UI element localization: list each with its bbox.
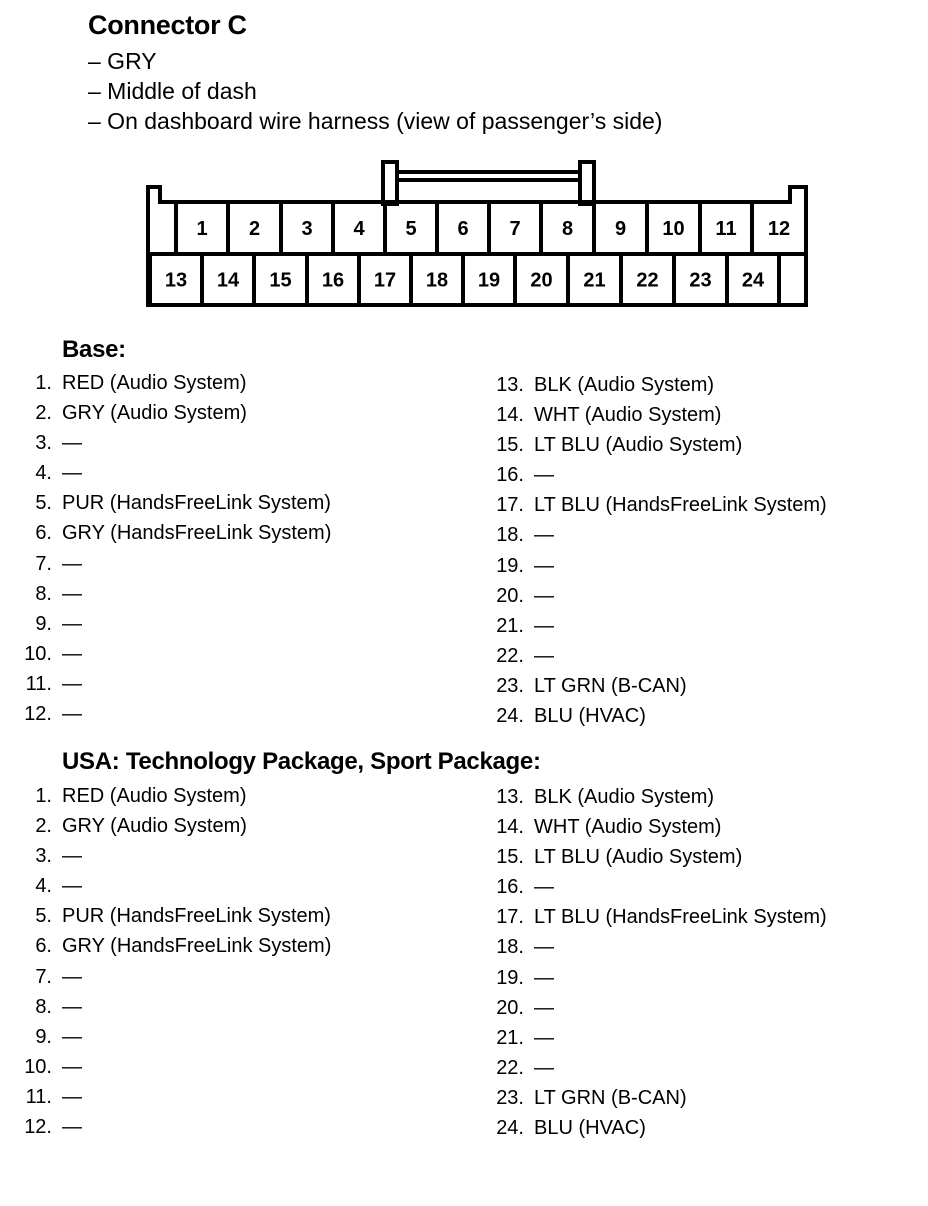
pin-number: 10. [24,1055,52,1078]
pin-row [0,518,331,548]
pin-wire: — [534,524,554,547]
pin-wire: LT BLU (HandsFreeLink System) [534,906,827,929]
connector-pin-label: 18 [425,269,449,292]
pin-number: 24. [496,1117,524,1140]
pin-wire: RED (Audio System) [62,372,247,394]
pin-wire: LT GRN (B-CAN) [534,674,687,697]
pin-number: 19. [496,554,524,577]
pin-wire: GRY (HandsFreeLink System) [62,935,332,958]
pin-number: 18. [496,936,524,959]
pin-wire: — [62,995,82,1018]
pin-row [0,841,331,871]
pin-wire: — [534,936,554,959]
connector-pin-label: 16 [321,269,345,292]
pin-row [0,579,331,609]
pin-number: 22. [496,644,524,667]
pin-wire: — [534,644,554,667]
pin-number: 4. [35,462,52,485]
pin-number: 15. [496,434,524,457]
pin-row [0,871,331,901]
connector-pin-label: 20 [530,269,553,292]
pin-row [0,1052,331,1082]
connector-pin-label: 10 [662,218,685,240]
pin-number: 8. [35,995,52,1018]
pin-row [472,842,827,872]
usa-left-list [0,781,331,1142]
pin-number: 21. [496,614,524,637]
pin-number: 20. [496,584,524,607]
usa-right-list [472,782,827,1143]
pin-row [472,490,827,520]
pin-wire: — [62,432,82,455]
pin-number: 3. [35,845,52,868]
pin-wire: — [62,1025,82,1048]
connector-pin-label: 1 [196,218,208,240]
pin-wire: LT BLU (Audio System) [534,846,743,869]
pin-row [472,370,827,400]
pin-wire: — [62,1055,82,1078]
pin-wire: LT BLU (Audio System) [534,434,743,457]
pin-number: 8. [35,582,52,605]
pin-wire: — [62,875,82,898]
pin-row [472,993,827,1023]
pin-number: 9. [35,612,52,635]
color-line: – GRY [88,48,157,74]
connector-pin-label: 15 [269,269,292,292]
pin-number: 12. [24,1116,52,1139]
connector-pin-label: 7 [509,218,521,240]
pin-wire: — [534,876,554,899]
connector-pin-label: 9 [614,218,627,240]
pin-row [0,1112,331,1142]
pin-wire: — [534,1026,554,1049]
base-right-list [472,370,827,731]
pin-wire: — [534,464,554,487]
base-section-title: Base: [62,336,126,363]
pin-number: 18. [496,524,524,547]
pin-wire: WHT (Audio System) [534,816,722,839]
pin-row [472,872,827,902]
pin-wire: PUR (HandsFreeLink System) [62,905,331,928]
pin-wire: — [62,552,82,575]
pin-row [0,428,331,458]
pin-number: 7. [35,965,52,988]
pin-row [0,811,331,841]
pin-row [0,549,331,579]
pin-row [472,671,827,701]
pin-row [472,400,827,430]
pin-wire: — [62,462,82,485]
pin-wire: — [62,703,82,726]
pin-row [472,611,827,641]
pin-wire: LT BLU (HandsFreeLink System) [534,494,827,517]
connector-pin-label: 23 [689,269,712,292]
pin-number: 9. [35,1025,52,1048]
pin-row [0,901,331,931]
connector-pin-label: 12 [767,218,791,240]
pin-number: 6. [35,935,52,958]
pin-row [472,520,827,550]
pin-wire: — [534,1056,554,1079]
pin-row [472,641,827,671]
latch-left-post [383,162,397,204]
pin-number: 11. [25,672,52,695]
pin-row [472,1023,827,1053]
base-left-list [0,368,331,729]
pin-row [0,669,331,699]
pin-number: 14. [496,404,524,427]
connector-pin-label: 19 [477,269,501,292]
pin-wire: — [62,582,82,605]
pin-row [472,1053,827,1083]
pin-wire: GRY (HandsFreeLink System) [62,522,332,545]
pin-row [472,812,827,842]
pin-row [472,932,827,962]
pin-row [0,639,331,669]
harness-line: – On dashboard wire harness (view of passenger’s side) [88,108,663,134]
pin-wire: — [62,672,82,695]
pin-number: 20. [496,996,524,1019]
pin-row [0,368,331,398]
pin-number: 10. [24,642,52,665]
pin-wire: — [534,996,554,1019]
connector-pin-label: 4 [353,218,365,240]
pin-wire: — [534,614,554,637]
connector-pin-label: 17 [373,269,397,292]
pin-number: 17. [496,494,524,517]
pin-row [0,458,331,488]
pin-number: 2. [35,402,52,425]
connector-pin-label: 22 [636,269,659,292]
pin-wire: — [62,845,82,868]
pin-wire: — [534,584,554,607]
pin-wire: BLK (Audio System) [534,374,715,396]
pin-row [472,1113,827,1143]
connector-diagram [0,0,928,320]
pin-number: 13. [496,786,524,808]
pin-number: 17. [496,906,524,929]
pin-row [0,398,331,428]
pin-number: 12. [24,703,52,726]
connector-pin-label: 13 [164,269,188,292]
pin-wire: RED (Audio System) [62,785,247,807]
pin-wire: — [534,554,554,577]
pin-row [0,699,331,729]
connector-pin-label: 6 [457,218,469,240]
pin-number: 23. [496,1086,524,1109]
pin-number: 21. [496,1026,524,1049]
pin-number: 22. [496,1056,524,1079]
usa-section-title: USA: Technology Package, Sport Package: [62,748,541,775]
pin-row [0,931,331,961]
connector-pin-label: 5 [405,218,417,240]
pin-row [0,992,331,1022]
pin-wire: — [62,1116,82,1139]
pin-wire: LT GRN (B-CAN) [534,1086,687,1109]
pin-number: 13. [496,374,524,396]
pin-number: 2. [35,815,52,838]
pin-number: 7. [35,552,52,575]
pin-number: 14. [496,816,524,839]
pin-row [0,488,331,518]
pin-row [472,1083,827,1113]
pin-row [0,962,331,992]
pin-number: 6. [35,522,52,545]
pin-number: 1. [35,785,52,807]
pin-number: 15. [496,846,524,869]
pin-row [472,963,827,993]
pin-number: 19. [496,966,524,989]
pin-row [0,781,331,811]
pin-wire: — [62,1085,82,1108]
pin-number: 16. [496,876,524,899]
pin-wire: BLU (HVAC) [534,1117,646,1140]
connector-pin-label: 8 [561,218,574,240]
pin-wire: WHT (Audio System) [534,404,722,427]
pin-number: 24. [496,705,524,728]
connector-pin-label: 11 [715,218,737,240]
pin-number: 16. [496,464,524,487]
pin-wire: — [62,612,82,635]
pin-wire: PUR (HandsFreeLink System) [62,492,331,515]
connector-pin-label: 14 [216,269,240,292]
location-line: – Middle of dash [88,78,257,104]
pin-row [472,902,827,932]
latch-right-post [580,162,594,204]
connector-title: Connector C [88,10,247,40]
connector-pin-label: 2 [248,218,261,240]
pin-row [472,782,827,812]
pin-row [0,1022,331,1052]
pin-row [472,551,827,581]
pin-number: 3. [35,432,52,455]
pin-number: 5. [35,492,52,515]
pin-row [472,460,827,490]
connector-pin-label: 3 [301,218,313,240]
pin-wire: GRY (Audio System) [62,815,247,838]
pin-wire: BLK (Audio System) [534,786,715,808]
connector-pin-label: 24 [741,269,765,292]
pin-number: 23. [496,674,524,697]
pin-number: 4. [35,875,52,898]
connector-pin-label: 21 [583,269,606,292]
pin-number: 11. [25,1085,52,1108]
pin-wire: BLU (HVAC) [534,705,646,728]
pin-wire: — [534,966,554,989]
pin-row [0,1082,331,1112]
pin-row [0,609,331,639]
pin-wire: — [62,642,82,665]
pin-wire: — [62,965,82,988]
pin-number: 5. [35,905,52,928]
pin-wire: GRY (Audio System) [62,402,247,425]
pin-row [472,581,827,611]
pin-row [472,430,827,460]
pin-row [472,701,827,731]
pin-number: 1. [35,372,52,394]
